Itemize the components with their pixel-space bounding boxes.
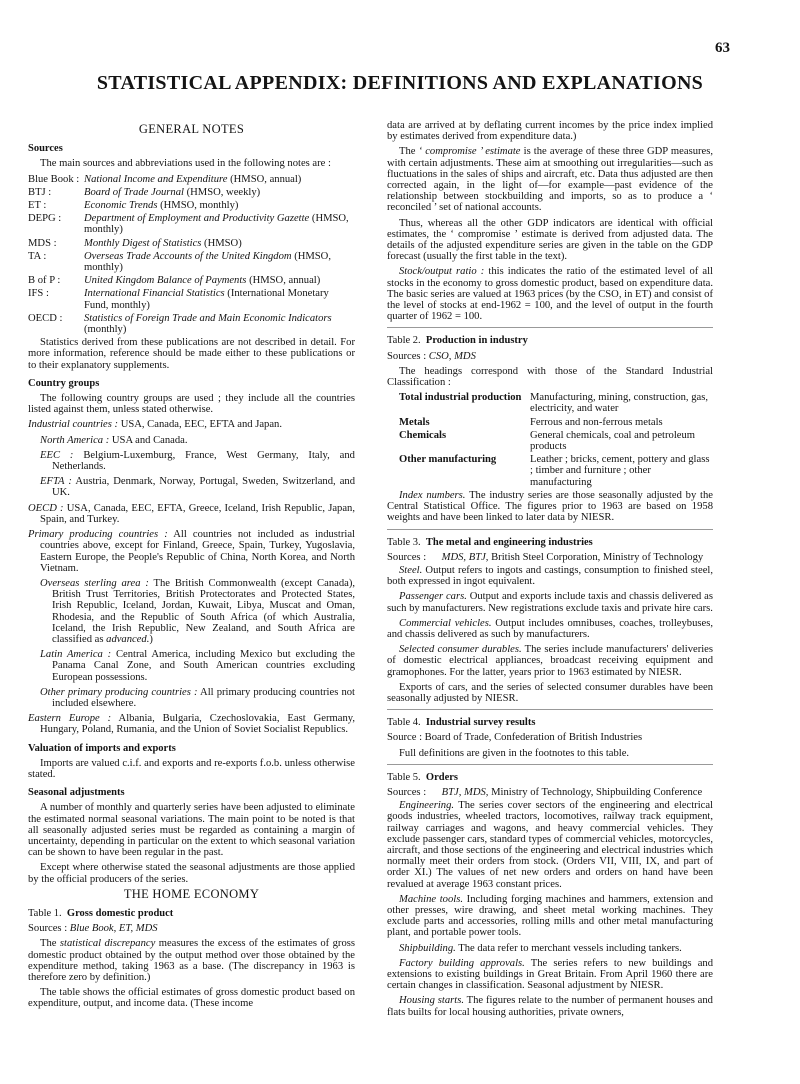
term: Passenger cars. bbox=[399, 591, 467, 603]
publication bbox=[84, 200, 355, 213]
term: EEC : bbox=[40, 449, 74, 461]
term: statistical discrepancy bbox=[59, 938, 156, 950]
term: Housing starts. bbox=[399, 995, 464, 1007]
publication bbox=[84, 213, 355, 237]
publication-title: Board of Trade Journal bbox=[84, 186, 184, 198]
abbreviation-row bbox=[28, 200, 355, 213]
engineering-paragraph bbox=[387, 800, 713, 890]
consumer-durables-paragraph bbox=[387, 644, 713, 678]
term: Stock/output ratio : bbox=[399, 266, 485, 278]
publication-detail: (HMSO, annual) bbox=[227, 173, 302, 185]
abbreviation: ET : bbox=[28, 200, 47, 212]
abbreviation: B of P : bbox=[28, 275, 61, 287]
term: North America : bbox=[40, 434, 110, 446]
text: The series refers to new buildings and extensions to existing buildings in Great Britain. From April 1960 there are certain changes in classification. Seasonal adjustment by NIESR. bbox=[387, 957, 714, 992]
seasonal-p1: A number of monthly and quarterly series have been adjusted to eliminate the estimated normal seasonal variations. The main point to be noted is that all seasonally adjusted series must be regarded as containing a margin of uncertainty, depending in particular on the extent to which seasonal variation can be shown to have been regular in the past. bbox=[28, 802, 355, 859]
text: All primary producing countries not included elsewhere. bbox=[52, 686, 355, 709]
table-number: Table 1. bbox=[28, 907, 62, 919]
sic-headings-table bbox=[387, 392, 713, 490]
term: Selected consumer durables. bbox=[399, 644, 522, 656]
table2-intro: The headings correspond with those of the Standard Industrial Classification : bbox=[387, 365, 713, 389]
table5-heading bbox=[387, 772, 713, 783]
label: Sources : bbox=[387, 786, 427, 798]
sic-heading-row bbox=[387, 392, 713, 416]
sic-heading-row bbox=[387, 430, 713, 454]
term: Commercial vehicles. bbox=[399, 617, 492, 629]
abbreviation-row bbox=[28, 275, 355, 288]
right-column bbox=[387, 120, 713, 1022]
eastern-europe bbox=[28, 713, 355, 735]
term: Overseas sterling area : bbox=[40, 577, 149, 589]
oecd bbox=[28, 503, 355, 525]
abbreviation: MDS : bbox=[28, 237, 57, 249]
housing-starts-paragraph bbox=[387, 995, 713, 1017]
table1-p1 bbox=[28, 938, 355, 983]
abbreviation-row bbox=[28, 174, 355, 187]
text: ) bbox=[149, 633, 153, 645]
shipbuilding-paragraph bbox=[387, 943, 713, 954]
table3-sources bbox=[387, 552, 703, 565]
text: Output includes omnibuses, coaches, trolleybuses, and chassis delivered as such by manufacturers. bbox=[387, 617, 713, 640]
term: Eastern Europe : bbox=[28, 713, 112, 725]
table-number: Table 5. bbox=[387, 771, 421, 783]
table3-heading bbox=[387, 537, 713, 548]
sources-rest: Ministry of Technology, Shipbuilding Conference bbox=[488, 786, 703, 798]
sources: CSO, MDS bbox=[426, 350, 476, 362]
publication bbox=[84, 238, 355, 251]
table-title: Industrial survey results bbox=[425, 717, 536, 729]
term: EFTA : bbox=[40, 476, 72, 488]
heading: Chemicals bbox=[399, 429, 447, 441]
publication-title: National Income and Expenditure bbox=[84, 173, 228, 185]
home-economy-heading: THE HOME ECONOMY bbox=[123, 886, 260, 901]
valuation-heading: Valuation of imports and exports bbox=[28, 742, 176, 754]
publication bbox=[84, 251, 355, 275]
table-title: The metal and engineering industries bbox=[425, 536, 593, 548]
publication-detail: (HMSO, monthly) bbox=[84, 250, 331, 274]
abbreviation: OECD : bbox=[28, 312, 63, 324]
industrial-countries bbox=[28, 419, 355, 430]
text: Belgium-Luxemburg, France, West Germany, Italy, and Netherlands. bbox=[52, 449, 355, 473]
abbreviation-row bbox=[28, 187, 355, 200]
seasonal-p2: Except where otherwise stated the seasonal adjustments are those applied by the official producers of the series. bbox=[28, 862, 355, 885]
publication-title: United Kingdom Balance of Payments bbox=[84, 275, 247, 287]
text: All countries not included as industrial countries above, except for Finland, Greece, Spain, Turkey, Yugoslavia, Eastern Europe, the People's Republic of China, North Korea, and North Vietnam. bbox=[40, 529, 355, 574]
steel-paragraph bbox=[387, 565, 713, 587]
text: Output and exports include taxis and chassis delivered as such by manufacturers. New registrations exclude taxis and private hire cars. bbox=[387, 591, 713, 614]
page-title: STATISTICAL APPENDIX: DEFINITIONS AND EXPLANATIONS bbox=[96, 72, 704, 94]
stock-output-paragraph bbox=[387, 266, 713, 322]
publication-title: Department of Employment and Productivity Gazette bbox=[84, 213, 310, 225]
publication bbox=[84, 288, 355, 312]
sources-italic: MDS, BTJ, bbox=[441, 551, 489, 563]
north-america bbox=[28, 435, 355, 446]
publication-detail: (monthly) bbox=[84, 324, 127, 336]
publication-title: Statistics of Foreign Trade and Main Economic Indicators bbox=[84, 312, 332, 324]
seasonal-heading: Seasonal adjustments bbox=[28, 787, 125, 799]
passenger-cars-paragraph bbox=[387, 591, 713, 613]
left-column bbox=[28, 120, 355, 1014]
commercial-vehicles-paragraph bbox=[387, 618, 713, 640]
table-number: Table 2. bbox=[387, 335, 421, 347]
table-number: Table 3. bbox=[387, 536, 421, 548]
machine-tools-paragraph bbox=[387, 894, 713, 939]
abbreviation-row bbox=[28, 238, 355, 251]
publication-detail: (HMSO, monthly) bbox=[84, 213, 349, 236]
abbreviations-table bbox=[28, 174, 355, 338]
table-title: Production in industry bbox=[425, 335, 528, 347]
general-notes-heading: GENERAL NOTES bbox=[138, 122, 245, 136]
term: Other primary producing countries : bbox=[40, 686, 198, 698]
valuation-text: Imports are valued c.i.f. and exports and re-exports f.o.b. unless otherwise stated. bbox=[28, 757, 355, 780]
publication bbox=[84, 187, 355, 200]
sources bbox=[439, 787, 702, 800]
sources-italic: BTJ, MDS, bbox=[441, 786, 489, 798]
abbreviation: BTJ : bbox=[28, 186, 52, 198]
text: The data refer to merchant vessels including tankers. bbox=[455, 942, 682, 954]
latin-america bbox=[28, 649, 355, 683]
abbreviation-row bbox=[28, 313, 355, 337]
publication bbox=[84, 313, 355, 337]
abbreviation-row bbox=[28, 213, 355, 237]
overseas-sterling-area bbox=[28, 578, 355, 645]
text: The industry series are those seasonally adjusted by the Central Statistical Office. The figures prior to 1963 are based on 1958 weights and have been linked to later data by NIESR. bbox=[387, 489, 713, 524]
publication-detail: (HMSO) bbox=[201, 237, 242, 249]
table4-text: Full definitions are given in the footnotes to this table. bbox=[399, 747, 630, 759]
sic-heading-row bbox=[387, 454, 713, 490]
term: Factory building approvals. bbox=[399, 957, 525, 969]
table-title: Gross domestic product bbox=[66, 907, 174, 919]
term: Industrial countries : bbox=[28, 419, 119, 431]
index-numbers-paragraph bbox=[387, 490, 713, 524]
table5-sources bbox=[387, 787, 702, 800]
text: Albania, Bulgaria, Czechoslovakia, East Germany, Hungary, Poland, Rumania, and the Union of Soviet Socialist Republics. bbox=[40, 713, 355, 736]
publication-title: Economic Trends bbox=[84, 200, 158, 212]
text: The series cover sectors of the engineering and electrical goods industries, wheeled tractors, locomotives, railway track equipment, railway carriages and wagons, and heavy commercial vehicles. They exclude passenger cars, standard types of commercial vehicles, motorcycles, aircraft, and those sections of the engineering and electrical industries which normally meet their orders from stock. (Orders VII, VIII, IX, and part of order XI.) The values of net new orders and orders on hand have been revalued at average 1963 constant prices. bbox=[387, 800, 713, 890]
table1-sources bbox=[28, 923, 355, 934]
description: Ferrous and non-ferrous metals bbox=[530, 416, 663, 428]
divider bbox=[387, 764, 713, 765]
term: OECD : bbox=[28, 502, 64, 514]
abbreviation-row bbox=[28, 251, 355, 275]
abbreviation: TA : bbox=[28, 250, 47, 262]
continued-paragraph: data are arrived at by deflating current incomes by the price index implied by estimates derived from expenditure data.) bbox=[387, 120, 713, 143]
term: Steel. bbox=[399, 564, 423, 576]
abbreviation: DEPG : bbox=[28, 213, 62, 225]
text: measures the excess of the estimates of gross domestic product obtained by the output method over those obtained by the expenditure method, taking 1963 as a base. (The discrepancy in 1963 is therefore zero by definition.) bbox=[28, 938, 355, 983]
compromise-paragraph bbox=[387, 146, 713, 213]
term: Latin America : bbox=[40, 649, 112, 661]
primary-producing bbox=[28, 529, 355, 574]
eec bbox=[28, 450, 355, 472]
publication-title: Overseas Trade Accounts of the United Kingdom bbox=[84, 250, 292, 262]
description: Manufacturing, mining, construction, gas, electricity, and water bbox=[530, 392, 708, 415]
text: The bbox=[40, 938, 60, 950]
publication-detail: (HMSO, annual) bbox=[246, 275, 321, 287]
sources-heading: Sources bbox=[28, 143, 63, 155]
sources-outro: Statistics derived from these publications are not described in detail. For more information, reference should be made either to these publications or to their explanatory supplements. bbox=[28, 337, 355, 371]
divider bbox=[387, 709, 713, 710]
table-number: Table 4. bbox=[387, 717, 421, 729]
description: General chemicals, coal and petroleum products bbox=[530, 429, 696, 453]
text: Including forging machines and hammers, extension and other presses, wire drawing, and sheet metal working machines. They exclude parts and accessories, rolling mills and other metal manufacturing plant, and portable power tools. bbox=[387, 893, 713, 939]
publication-detail: (HMSO, monthly) bbox=[157, 200, 239, 212]
sic-heading-row bbox=[387, 417, 713, 430]
page-number: 63 bbox=[715, 40, 730, 56]
sources: Blue Book, ET, MDS bbox=[67, 923, 158, 935]
publication-detail: (International Monetary Fund, monthly) bbox=[84, 288, 329, 311]
thus-paragraph: Thus, whereas all the other GDP indicators are identical with official estimates, the ‘ compromise ’ estimate is derived from adjusted data. The details of the adjusted expenditure series are given in the table on the GDP forecast (usually the first table in the text). bbox=[387, 217, 713, 263]
text: USA, Canada, EEC, EFTA, Greece, Iceland, Irish Republic, Japan, Spain, and Turkey. bbox=[40, 502, 355, 525]
publication bbox=[84, 275, 355, 288]
table1-p2: The table shows the official estimates of gross domestic product based on expenditure, output, and income data. (These income bbox=[28, 987, 355, 1010]
sources bbox=[439, 552, 703, 565]
heading: Total industrial production bbox=[399, 392, 522, 404]
factory-building-paragraph bbox=[387, 958, 713, 992]
divider bbox=[387, 529, 713, 530]
label: Sources : bbox=[28, 923, 68, 935]
publication-detail: (HMSO, weekly) bbox=[183, 186, 261, 198]
term: ‘ compromise ’ estimate bbox=[418, 146, 521, 158]
other-primary bbox=[28, 687, 355, 709]
text: The bbox=[399, 146, 419, 158]
text: USA and Canada. bbox=[109, 434, 188, 446]
table2-heading bbox=[387, 335, 713, 346]
text: The series include manufacturers' deliveries of domestic electrical appliances, broadcast receiving equipment and gramophones. For the latter, years prior to 1963 estimated by NIESR. bbox=[387, 644, 713, 678]
sources-intro: The main sources and abbreviations used in the following notes are : bbox=[40, 158, 331, 170]
term: Shipbuilding. bbox=[399, 942, 456, 954]
exports-paragraph: Exports of cars, and the series of selected consumer durables have been seasonally adjusted by NIESR. bbox=[387, 681, 713, 704]
abbreviation-row bbox=[28, 288, 355, 312]
label: Sources : bbox=[387, 350, 427, 362]
publication-title: International Financial Statistics bbox=[84, 288, 225, 300]
table1-heading bbox=[28, 908, 355, 919]
label: Sources : bbox=[387, 551, 427, 563]
term: Engineering. bbox=[399, 800, 455, 812]
text: The British Commonwealth (except Canada), British Trust Territories, British Protectorates and Protected States, Irish Republic, Iceland, Jordan, Kuwait, Libya, Muscat and Oman, Rhodesia, and the Republic of South Africa (of which Australia, Iceland, the Irish Republic, New Zealand, and South Africa are classified as bbox=[52, 577, 355, 645]
heading: Metals bbox=[399, 416, 430, 428]
term: advanced. bbox=[106, 633, 150, 645]
text: is the average of these three GDP measures, with certain adjustments. These aim at smoothing out irregularities—such as fluctuations in the sales of ships and aircraft, etc. Data thus adjusted are then corrected again, in the light of—for example—past evidence of the relationship between stockbuilding and imports, so as to produce a ‘ reconciled ’ set of national accounts. bbox=[387, 146, 713, 214]
text: Austria, Denmark, Norway, Portugal, Sweden, Switzerland, and UK. bbox=[52, 476, 355, 499]
abbreviation: Blue Book : bbox=[28, 173, 80, 185]
table4-heading bbox=[387, 717, 713, 728]
term: Index numbers. bbox=[399, 489, 466, 501]
abbreviation: IFS : bbox=[28, 288, 49, 300]
term: Primary producing countries : bbox=[28, 529, 168, 541]
text: this indicates the ratio of the estimated level of all stocks in the economy to gross domestic product, based on expenditure data. The basic series are valued at 1963 prices (by the CSO, in ET) and consist of the level of stocks at end-1962 = 100, and the level of output in the fourth quarter of 1962 = 100. bbox=[387, 266, 713, 323]
divider bbox=[387, 327, 713, 328]
text: USA, Canada, EEC, EFTA and Japan. bbox=[118, 419, 282, 431]
country-groups-intro: The following country groups are used ; they include all the countries listed against them, unless stated otherwise. bbox=[28, 393, 355, 416]
heading: Other manufacturing bbox=[399, 454, 497, 466]
efta bbox=[28, 476, 355, 498]
text: The figures relate to the number of permanent houses and flats builts for local housing authorities, private owners, bbox=[387, 995, 713, 1018]
table4-source: Source : Board of Trade, Confederation of British Industries bbox=[387, 732, 643, 744]
text: Central America, including Mexico but excluding the Panama Canal Zone, and South American countries excluding European possessions. bbox=[52, 649, 355, 683]
table2-sources bbox=[387, 351, 713, 362]
table-title: Orders bbox=[425, 771, 458, 783]
sources-rest: British Steel Corporation, Ministry of Technology bbox=[488, 551, 704, 563]
publication-title: Monthly Digest of Statistics bbox=[84, 237, 202, 249]
publication bbox=[84, 174, 355, 187]
text: Output refers to ingots and castings, consumption to finished steel, both expressed in ingot equivalent. bbox=[387, 564, 713, 588]
description: Leather ; bricks, cement, pottery and glass ; timber and furniture ; other manufacturing bbox=[530, 454, 710, 488]
term: Machine tools. bbox=[399, 893, 463, 905]
country-groups-heading: Country groups bbox=[28, 377, 100, 389]
